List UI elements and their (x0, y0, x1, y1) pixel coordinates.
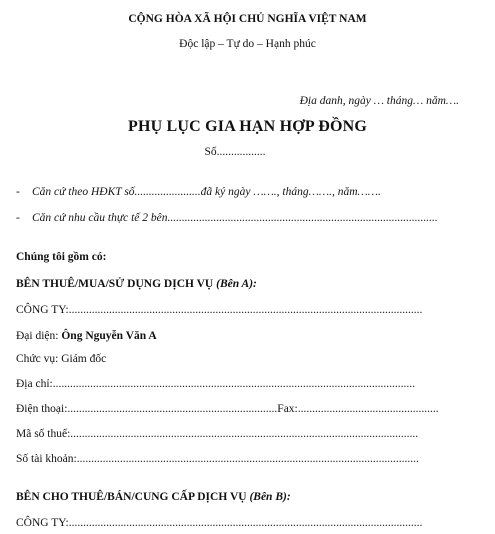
side-a-account-field: Số tài khoản:....................................................................................................................... (16, 453, 419, 465)
side-a-position: Chức vụ: Giám đốc (16, 353, 107, 365)
basis-text: Căn cứ theo HĐKT số.......................đã ký ngày ……., tháng……., năm……. (32, 186, 381, 198)
basis-item-contract (16, 186, 381, 198)
place-date: Địa danh, ngày … tháng… năm…. (299, 95, 459, 107)
representative-name: Ông Nguyễn Văn A (61, 330, 157, 342)
document-title: PHỤ LỤC GIA HẠN HỢP ĐỒNG (127, 118, 368, 135)
basis-dash: - (16, 212, 20, 224)
side-b-company-field: CÔNG TY:........................................................................................................................... (16, 517, 423, 529)
side-b-heading (16, 491, 291, 503)
motto: Độc lập – Tự do – Hạnh phúc (179, 38, 316, 50)
document-number: Số................. (204, 146, 266, 158)
basis-dash: - (16, 186, 20, 198)
basis-text: Căn cứ nhu cầu thực tế 2 bên.............................................................................................. (32, 212, 438, 224)
parties-intro: Chúng tôi gồm có: (16, 251, 107, 263)
side-a-tax-field: Mã số thuế:......................................................................................................................... (16, 428, 419, 440)
side-a-title: BÊN THUÊ/MUA/SỬ DỤNG DỊCH VỤ (16, 278, 214, 290)
side-a-heading (16, 278, 257, 290)
side-b-title: BÊN CHO THUÊ/BÁN/CUNG CẤP DỊCH VỤ (16, 491, 247, 503)
side-b-tag: (Bên B): (249, 491, 291, 503)
basis-item-needs (16, 212, 438, 224)
representative-label: Đại diện: (16, 330, 62, 342)
side-a-address-field: Địa chỉ:.............................................................................................................................. (16, 378, 415, 390)
side-a-company-field: CÔNG TY:........................................................................................................................... (16, 304, 423, 316)
side-a-tag: (Bên A): (216, 278, 257, 290)
nation-heading: CỘNG HÒA XÃ HỘI CHỦ NGHĨA VIỆT NAM (128, 13, 367, 25)
side-a-phone-fax-field: Điện thoại:.........................................................................Fax:................................................. (16, 403, 439, 415)
side-a-representative (16, 330, 157, 342)
